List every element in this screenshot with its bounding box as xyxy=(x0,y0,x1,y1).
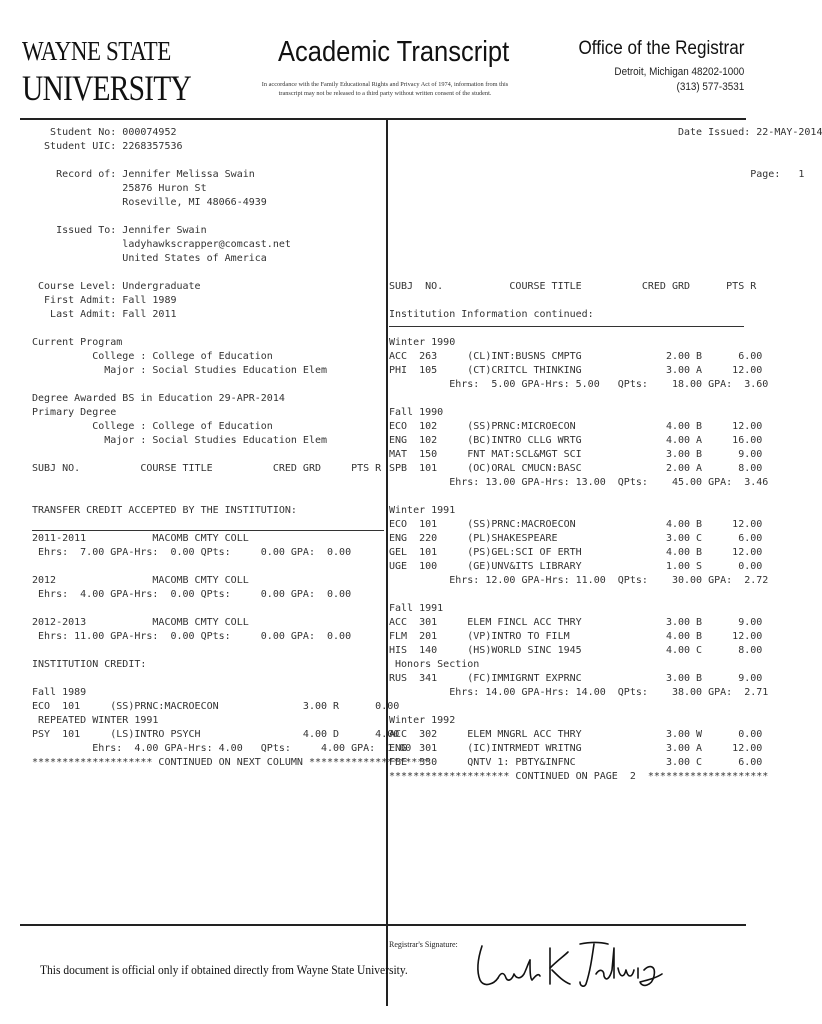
left-column-line: 25876 Huron St xyxy=(32,183,207,194)
right-column-line xyxy=(389,252,822,266)
right-column-line: HIS 140 (HS)WORLD SINC 1945 4.00 C 8.00 xyxy=(389,645,763,656)
right-column-line xyxy=(389,154,822,168)
right-column-line: ENG 220 (PL)SHAKESPEARE 3.00 C 6.00 xyxy=(389,533,763,544)
left-column-line xyxy=(32,490,429,504)
left-column-line: 2012 MACOMB CMTY COLL xyxy=(32,575,249,586)
office-name: Office of the Registrar xyxy=(577,38,744,59)
right-column-line xyxy=(389,182,822,196)
right-column-line: ENG 102 (BC)INTRO CLLG WRTG 4.00 A 16.00 xyxy=(389,435,763,446)
right-column-line: ******************** CONTINUED ON PAGE 2 ******************** xyxy=(389,771,769,782)
right-column-line xyxy=(389,392,822,406)
registrar-signature xyxy=(468,934,668,996)
left-column-line xyxy=(32,322,429,336)
left-column-line: Student No: 000074952 xyxy=(32,127,177,138)
logo-line-1: WAYNE STATE xyxy=(22,36,171,66)
right-column-line xyxy=(389,140,822,154)
left-column-line xyxy=(32,210,429,224)
left-column-line: INSTITUTION CREDIT: xyxy=(32,659,147,670)
right-column-line: PHI 105 (CT)CRITCL THINKING 3.00 A 12.00 xyxy=(389,365,763,376)
left-column-line: ECO 101 (SS)PRNC:MACROECON 3.00 R 0.00 xyxy=(32,701,400,712)
right-column-line: Ehrs: 14.00 GPA-Hrs: 14.00 QPts: 38.00 GPA: 2.71 xyxy=(389,687,769,698)
university-logo xyxy=(22,34,191,118)
privacy-line-1: In accordance with the Family Educational Rights and Privacy Act of 1974, information from this xyxy=(261,81,509,88)
left-column-line: Course Level: Undergraduate xyxy=(32,281,201,292)
right-column-line xyxy=(389,224,822,238)
privacy-notice xyxy=(255,80,515,98)
left-column-line: Record of: Jennifer Melissa Swain xyxy=(32,169,255,180)
left-column-line: Issued To: Jennifer Swain xyxy=(32,225,207,236)
left-column-line: ladyhawkscrapper@comcast.net xyxy=(32,239,291,250)
right-column-line: SPB 101 (OC)ORAL CMUCN:BASC 2.00 A 8.00 xyxy=(389,463,763,474)
left-column-line: College : College of Education xyxy=(32,421,273,432)
left-column-line: 2012-2013 MACOMB CMTY COLL xyxy=(32,617,249,628)
right-column-line: Fall 1990 xyxy=(389,407,444,418)
logo-line-2: UNIVERSITY xyxy=(22,68,191,108)
right-column-line xyxy=(389,700,822,714)
right-column-line: Winter 1992 xyxy=(389,715,456,726)
right-column-line: FLM 201 (VP)INTRO TO FILM 4.00 B 12.00 xyxy=(389,631,763,642)
right-column xyxy=(389,126,822,784)
right-column-line: Winter 1990 xyxy=(389,337,456,348)
left-column-line xyxy=(32,518,429,532)
left-column-line xyxy=(32,476,429,490)
right-column-line: Page: 1 xyxy=(389,169,805,180)
right-column-line: Ehrs: 12.00 GPA-Hrs: 11.00 QPts: 30.00 GPA: 2.72 xyxy=(389,575,769,586)
left-column xyxy=(32,126,429,770)
left-column-line: Major : Social Studies Education Elem xyxy=(32,435,328,446)
right-column-line: Date Issued: 22-MAY-2014 xyxy=(389,127,822,138)
left-column-line: SUBJ NO. COURSE TITLE CRED GRD PTS R xyxy=(32,463,382,474)
left-column-line: 2011-2011 MACOMB CMTY COLL xyxy=(32,533,249,544)
footer-rule xyxy=(20,924,746,926)
right-column-line: ACC 263 (CL)INT:BUSNS CMPTG 2.00 B 6.00 xyxy=(389,351,763,362)
right-column-line xyxy=(389,490,822,504)
left-column-line xyxy=(32,602,429,616)
left-column-line xyxy=(32,266,429,280)
left-column-line: First Admit: Fall 1989 xyxy=(32,295,177,306)
left-column-line: Last Admit: Fall 2011 xyxy=(32,309,177,320)
official-document-note: This document is official only if obtained directly from Wayne State University. xyxy=(40,963,408,977)
header-rule xyxy=(20,118,746,120)
right-column-line: Ehrs: 5.00 GPA-Hrs: 5.00 QPts: 18.00 GPA: 3.60 xyxy=(389,379,769,390)
right-column-line: Ehrs: 13.00 GPA-Hrs: 13.00 QPts: 45.00 GPA: 3.46 xyxy=(389,477,769,488)
right-column-line xyxy=(389,238,822,252)
left-column-line: Roseville, MI 48066-4939 xyxy=(32,197,267,208)
right-column-line: Honors Section xyxy=(389,659,480,670)
left-column-line: Current Program xyxy=(32,337,123,348)
right-column-line: GEL 101 (PS)GEL:SCI OF ERTH 4.00 B 12.00 xyxy=(389,547,763,558)
right-column-line xyxy=(389,588,822,602)
right-column-line xyxy=(389,294,822,308)
left-column-line: College : College of Education xyxy=(32,351,273,362)
right-column-line: FBE 330 QNTV 1: PBTY&INFNC 3.00 C 6.00 xyxy=(389,757,763,768)
right-column-line xyxy=(389,196,822,210)
right-column-line: RUS 341 (FC)IMMIGRNT EXPRNC 3.00 B 9.00 xyxy=(389,673,763,684)
privacy-line-2: transcript may not be released to a third party without written consent of the student. xyxy=(278,90,492,97)
right-column-line: Winter 1991 xyxy=(389,505,456,516)
left-column-line: Ehrs: 7.00 GPA-Hrs: 0.00 QPts: 0.00 GPA: 0.00 xyxy=(32,547,352,558)
left-column-line: Ehrs: 4.00 GPA-Hrs: 4.00 QPts: 4.00 GPA: 1.00 xyxy=(32,743,412,754)
right-column-line: MAT 150 FNT MAT:SCL&MGT SCI 3.00 B 9.00 xyxy=(389,449,763,460)
left-column-line: Student UIC: 2268357536 xyxy=(32,141,183,152)
left-column-line xyxy=(32,154,429,168)
left-column-line: Primary Degree xyxy=(32,407,117,418)
right-column-line xyxy=(389,210,822,224)
left-column-line: Ehrs: 4.00 GPA-Hrs: 0.00 QPts: 0.00 GPA: 0.00 xyxy=(32,589,352,600)
right-column-line: ECO 101 (SS)PRNC:MACROECON 4.00 B 12.00 xyxy=(389,519,763,530)
left-column-line: Fall 1989 xyxy=(32,687,87,698)
left-column-line: PSY 101 (LS)INTRO PSYCH 4.00 D 4.00 xyxy=(32,729,400,740)
left-column-line: Degree Awarded BS in Education 29-APR-2014 xyxy=(32,393,285,404)
office-address: Detroit, Michigan 48202-1000 xyxy=(614,66,744,78)
left-column-line: Major : Social Studies Education Elem xyxy=(32,365,328,376)
office-phone: (313) 577-3531 xyxy=(676,81,744,93)
right-column-line: ACC 302 ELEM MNGRL ACC THRY 3.00 W 0.00 xyxy=(389,729,763,740)
right-column-line: UGE 100 (GE)UNV&ITS LIBRARY 1.00 S 0.00 xyxy=(389,561,763,572)
document-title: Academic Transcript xyxy=(278,36,510,68)
right-column-line: SUBJ NO. COURSE TITLE CRED GRD PTS R xyxy=(389,281,757,292)
right-column-line: Fall 1991 xyxy=(389,603,444,614)
left-column-line: ******************** CONTINUED ON NEXT COLUMN ******************** xyxy=(32,757,430,768)
left-column-line xyxy=(32,378,429,392)
left-column-line: TRANSFER CREDIT ACCEPTED BY THE INSTITUTION: xyxy=(32,505,297,516)
left-column-line: REPEATED WINTER 1991 xyxy=(32,715,159,726)
right-column-line: ECO 102 (SS)PRNC:MICROECON 4.00 B 12.00 xyxy=(389,421,763,432)
right-column-line: ACC 301 ELEM FINCL ACC THRY 3.00 B 9.00 xyxy=(389,617,763,628)
right-column-line xyxy=(389,322,822,336)
right-column-line xyxy=(389,266,822,280)
signature-label: Registrar's Signature: xyxy=(389,940,458,949)
right-column-line: ENG 301 (IC)INTRMEDT WRITNG 3.00 A 12.00 xyxy=(389,743,763,754)
left-column-line: Ehrs: 11.00 GPA-Hrs: 0.00 QPts: 0.00 GPA: 0.00 xyxy=(32,631,352,642)
left-column-line xyxy=(32,644,429,658)
left-column-line xyxy=(32,448,429,462)
left-column-line: United States of America xyxy=(32,253,267,264)
left-column-line xyxy=(32,560,429,574)
right-column-line: Institution Information continued: xyxy=(389,309,594,320)
left-column-line xyxy=(32,672,429,686)
